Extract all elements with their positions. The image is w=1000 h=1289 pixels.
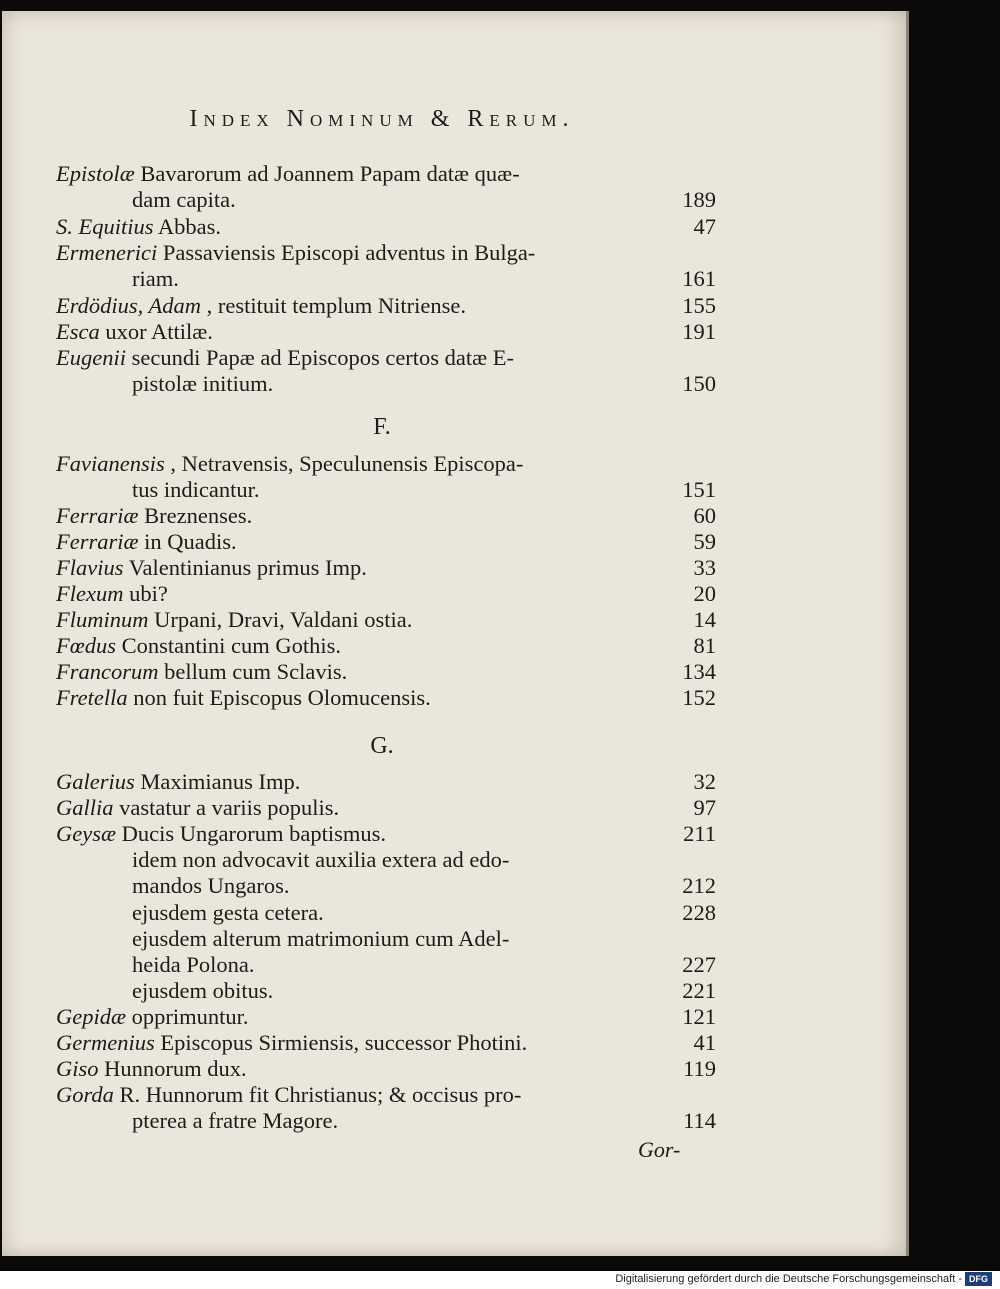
entry-keyword: Ermenerici <box>56 239 158 265</box>
index-entry <box>56 607 716 633</box>
entry-text: pistolæ initium. <box>132 371 274 397</box>
page-number: 161 <box>682 266 716 292</box>
page-number: 211 <box>683 821 716 847</box>
page-number: 150 <box>682 371 716 397</box>
entry-text: Maximianus Imp. <box>140 769 301 794</box>
index-entry <box>132 266 716 292</box>
page-number: 97 <box>693 795 716 821</box>
index-entry <box>56 769 716 795</box>
page-number: 14 <box>693 607 716 632</box>
entry-text: ubi? <box>129 581 168 606</box>
entry-keyword: Galerius <box>56 769 135 794</box>
index-entry <box>56 795 716 821</box>
index-entry <box>132 1108 716 1134</box>
entry-text: ejusdem alterum matrimonium cum Adel- <box>132 925 510 951</box>
entry-text: Ducis Ungarorum baptismus. <box>121 821 386 847</box>
entry-text: heida Polona. <box>132 951 255 977</box>
page-number: 20 <box>693 581 716 606</box>
index-entry <box>56 319 716 345</box>
entry-text: Abbas. <box>157 213 222 239</box>
index-entry <box>56 555 716 581</box>
index-entry <box>56 1056 716 1082</box>
page-number: 59 <box>693 529 716 554</box>
index-entry <box>132 187 716 213</box>
entry-text: pterea a fratre Magore. <box>132 1108 339 1134</box>
page-number: 189 <box>682 187 716 213</box>
page-number: 60 <box>693 503 716 528</box>
index-entry <box>56 1082 716 1108</box>
page-number: 47 <box>693 213 716 239</box>
page-number: 32 <box>693 769 716 794</box>
entry-text: in Quadis. <box>144 529 237 554</box>
entry-text: vastatur a variis populis. <box>119 795 340 821</box>
index-entry <box>56 581 716 607</box>
page-header: Index Nominum & Rerum. <box>189 106 575 132</box>
entry-text: dam capita. <box>132 187 236 213</box>
entry-keyword: Flavius <box>56 555 124 580</box>
entry-text: Constantini cum Gothis. <box>121 633 342 658</box>
index-entry <box>132 873 716 899</box>
book-page <box>2 11 909 1256</box>
entry-keyword: Giso <box>56 1056 99 1082</box>
section-letter: G. <box>370 733 394 759</box>
index-entry <box>132 847 716 873</box>
entry-keyword: Francorum <box>56 659 159 684</box>
index-entry <box>132 371 716 397</box>
page-number: 212 <box>682 873 716 899</box>
page-number: 119 <box>683 1056 716 1082</box>
page-number: 152 <box>682 685 716 710</box>
entry-text: , Netravensis, Speculunensis Episcopa- <box>170 451 524 476</box>
index-entry <box>56 214 716 240</box>
footer-credit: Digitalisierung gefördert durch die Deutsche Forschungsgemeinschaft - <box>615 1273 962 1285</box>
entry-text: ejusdem obitus. <box>132 977 274 1003</box>
page-number: 151 <box>682 477 716 502</box>
index-entry <box>56 345 716 371</box>
page-number: 155 <box>682 292 716 318</box>
index-entry <box>56 529 716 555</box>
entry-text: Urpani, Dravi, Valdani ostia. <box>154 607 413 632</box>
page-number: 221 <box>682 977 716 1003</box>
index-entry <box>56 293 716 319</box>
entry-text: Valentinianus primus Imp. <box>128 555 367 580</box>
index-entry <box>56 685 716 711</box>
index-entry <box>56 451 716 477</box>
entry-keyword: Germenius <box>56 1030 155 1055</box>
entry-keyword: S. Equitius <box>56 213 154 239</box>
entry-keyword: Favianensis <box>56 451 165 476</box>
page-number: 81 <box>693 633 716 658</box>
index-entry <box>132 477 716 503</box>
page-number: 41 <box>693 1030 716 1055</box>
index-entry <box>56 659 716 685</box>
index-entry <box>56 1004 716 1030</box>
dfg-logo: DFG <box>965 1272 992 1286</box>
entry-keyword: Fœdus <box>56 633 117 658</box>
page-number: 33 <box>693 555 716 580</box>
index-entry <box>56 633 716 659</box>
entry-keyword: Geysæ <box>56 821 116 847</box>
index-entry <box>56 503 716 529</box>
entry-text: mandos Ungaros. <box>132 873 290 899</box>
entry-text: opprimuntur. <box>131 1003 249 1029</box>
catchword: Gor- <box>638 1137 681 1162</box>
entry-keyword: Ferrariæ <box>56 503 139 528</box>
entry-keyword: Fluminum <box>56 607 149 632</box>
entry-text: ejusdem gesta cetera. <box>132 899 324 925</box>
entry-keyword: Epistolæ <box>56 161 135 186</box>
entry-text: Passaviensis Episcopi adventus in Bulga- <box>162 239 536 265</box>
index-entry <box>132 952 716 978</box>
entry-text: Hunnorum dux. <box>104 1056 247 1082</box>
entry-keyword: Eugenii <box>56 345 126 371</box>
entry-text: bellum cum Sclavis. <box>164 659 348 684</box>
entry-text: non fuit Episcopus Olomucensis. <box>133 685 431 710</box>
entry-keyword: Gepidæ <box>56 1003 126 1029</box>
index-entry <box>56 821 716 847</box>
entry-text: , restituit templum Nitriense. <box>206 292 466 318</box>
entry-text: Episcopus Sirmiensis, successor Photini. <box>160 1030 528 1055</box>
index-entry <box>56 161 716 187</box>
entry-text: tus indicantur. <box>132 477 260 502</box>
page-number: 227 <box>682 951 716 977</box>
page-number: 228 <box>682 899 716 925</box>
entry-keyword: Ferrariæ <box>56 529 139 554</box>
entry-keyword: Fretella <box>56 685 128 710</box>
entry-text: Breznenses. <box>144 503 253 528</box>
entry-text: idem non advocavit auxilia extera ad edo- <box>132 847 510 873</box>
section-letter: F. <box>373 414 391 440</box>
entry-text: Bavarorum ad Joannem Papam datæ quæ- <box>140 161 520 186</box>
entry-text: R. Hunnorum fit Christianus; & occisus pro- <box>119 1082 522 1108</box>
page-number: 134 <box>682 659 716 684</box>
index-entry <box>56 240 716 266</box>
index-entry <box>132 900 716 926</box>
entry-text: secundi Papæ ad Episcopos certos datæ E- <box>131 345 515 371</box>
page-number: 121 <box>682 1003 716 1029</box>
entry-keyword: Erdödius, Adam <box>56 292 202 318</box>
entry-text: uxor Attilæ. <box>105 318 213 344</box>
entry-keyword: Flexum <box>56 581 124 606</box>
page-number: 114 <box>683 1108 716 1134</box>
page-number: 191 <box>682 318 716 344</box>
entry-keyword: Gallia <box>56 795 114 821</box>
index-entry <box>56 1030 716 1056</box>
entry-keyword: Esca <box>56 318 100 344</box>
entry-text: riam. <box>132 266 179 292</box>
index-entry <box>132 926 716 952</box>
entry-keyword: Gorda <box>56 1082 114 1108</box>
index-entry <box>132 978 716 1004</box>
